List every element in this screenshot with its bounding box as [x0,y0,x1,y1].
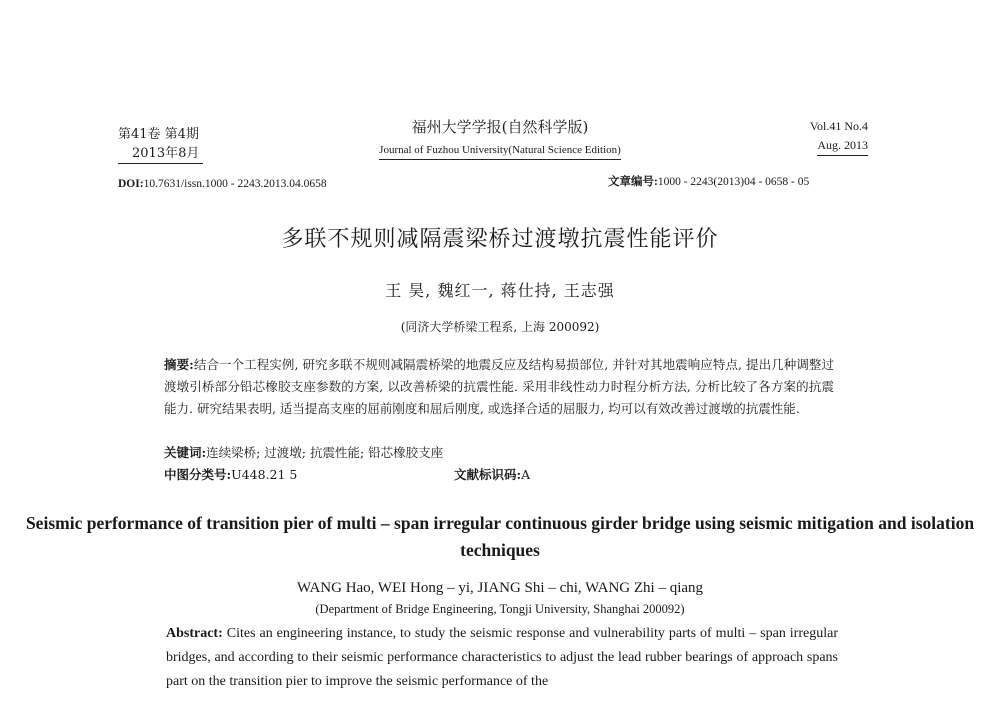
article-number-value: 1000 - 2243(2013)04 - 0658 - 05 [657,176,810,188]
class-label: 中图分类号: [164,467,232,482]
class-value: U448.21 5 [231,467,298,482]
affiliation-en: (Department of Bridge Engineering, Tongji University, Shanghai 200092) [315,602,685,616]
abstract-en [166,622,838,694]
doi-label: DOI: [118,178,144,190]
doi-line [118,178,327,190]
article-number-line [608,173,809,189]
keywords-cn [164,443,443,461]
keywords-cn-text: 连续梁桥; 过渡墩; 抗震性能; 铅芯橡胶支座 [206,445,444,460]
doi-value: 10.7631/issn.1000 - 2243.2013.04.0658 [143,178,327,190]
journal-name-en: Journal of Fuzhou University(Natural Science Edition) [379,142,621,160]
abstract-en-text: Cites an engineering instance, to study the seismic response and vulnerability parts of multi – span irregular bridges, and according to their seismic performance characteristics to adjust the lead rubber bearings of approach spans part on the transition pier to improve the seismic performance of the [166,626,838,689]
abstract-cn-text: 结合一个工程实例, 研究多联不规则减隔震桥梁的地震反应及结构易损部位, 并针对其地震响应特点, 提出几种调整过渡墩引桥部分铅芯橡胶支座参数的方案, 以改善桥梁的抗震性能. 采用非线性动力时程分析方法, 分析比较了各方案的抗震能力. 研究结果表明, 适当提高支座的屈前刚度和屈后刚度, 或选择合适的屈服力, 均可以有效改善过渡墩的抗震性能. [164,357,834,416]
journal-name-cn: 福州大学学报(自然科学版) [411,118,589,136]
classification-line [164,465,764,483]
doc-code-label: 文献标识码: [454,467,522,482]
article-number-label: 文章编号: [608,176,658,188]
authors-en: WANG Hao, WEI Hong – yi, JIANG Shi – chi, WANG Zhi – qiang [296,580,704,596]
doc-code [454,465,530,483]
authors-cn: 王 昊, 魏红一, 蒋仕持, 王志强 [385,281,615,300]
abstract-en-label: Abstract: [166,626,223,641]
volume-issue-cn: 第41卷 第4期 [118,127,199,142]
title-en: Seismic performance of transition pier of multi – span irregular continuous girder bridge using seismic mitigation and isolation techniques [25,513,975,560]
abstract-cn [164,354,834,420]
header-volume-block [118,125,203,164]
keywords-cn-label: 关键词: [164,445,207,460]
title-cn: 多联不规则减隔震梁桥过渡墩抗震性能评价 [281,227,719,252]
date-cn: 2013年8月 [118,144,203,164]
affiliation-cn: (同济大学桥梁工程系, 上海 200092) [400,320,600,334]
header-volume-en-block [760,117,868,156]
header-journal-block [340,117,660,160]
date-en: Aug. 2013 [817,136,868,156]
volume-issue-en: Vol.41 No.4 [809,119,868,133]
abstract-cn-label: 摘要: [164,357,194,372]
doc-code-value: A [521,467,531,482]
